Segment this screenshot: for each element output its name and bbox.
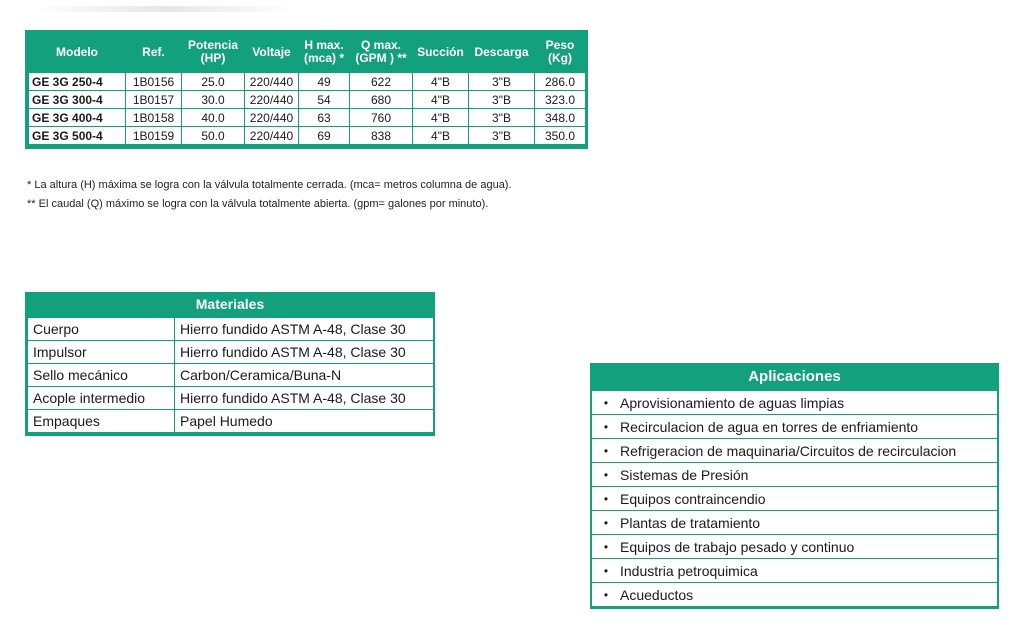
specs-cell: 1B0159 [126, 127, 182, 145]
material-value: Hierro fundido ASTM A-48, Clase 30 [175, 318, 434, 341]
list-item [592, 486, 997, 510]
list-item [592, 510, 997, 534]
specs-cell: 3"B [469, 109, 535, 127]
application-label: Recirculacion de agua en torres de enfriamiento [620, 418, 919, 435]
table-row [28, 387, 434, 410]
table-row [29, 73, 586, 91]
specs-cell: 50.0 [182, 127, 245, 145]
table-row [28, 364, 434, 387]
specs-header-4: H max. (mca) * [303, 38, 344, 65]
list-item [592, 534, 997, 558]
specs-cell: GE 3G 400-4 [29, 109, 126, 127]
specs-cell: 4"B [413, 127, 469, 145]
material-part: Cuerpo [28, 318, 175, 341]
list-item [592, 438, 997, 462]
applications-list [590, 363, 999, 609]
list-item [592, 462, 997, 486]
application-label: Equipos de trabajo pesado y continuo [620, 538, 855, 555]
footnote-flow: ** El caudal (Q) máximo se logra con la válvula totalmente abierta. (gpm= galones por minuto). [27, 198, 489, 210]
table-row [29, 91, 586, 109]
specs-header-1: Ref. [142, 44, 165, 59]
material-value: Carbon/Ceramica/Buna-N [175, 364, 434, 387]
table-row [29, 109, 586, 127]
specs-header-row [29, 32, 586, 73]
specs-header-7: Descarga [474, 44, 529, 59]
specs-cell: 49 [299, 73, 350, 91]
list-item [592, 558, 997, 582]
specs-cell: 4"B [413, 109, 469, 127]
top-smudge [30, 6, 300, 12]
specs-cell: 25.0 [182, 73, 245, 91]
table-row [28, 341, 434, 364]
bullet-icon: • [603, 419, 609, 434]
material-part: Empaques [28, 410, 175, 433]
specs-cell: GE 3G 500-4 [29, 127, 126, 145]
applications-title: Aplicaciones [748, 368, 841, 385]
bullet-icon: • [603, 467, 609, 482]
specs-cell: 323.0 [535, 91, 586, 109]
material-part: Sello mecánico [28, 364, 175, 387]
specs-cell: GE 3G 250-4 [29, 73, 126, 91]
application-label: Industria petroquimica [620, 562, 758, 579]
bullet-icon: • [603, 491, 609, 506]
specs-header-2: Potencia (HP) [187, 38, 238, 65]
specs-cell: 220/440 [245, 127, 299, 145]
specs-cell: 4"B [413, 73, 469, 91]
specs-header-5: Q max. (GPM ) ** [355, 38, 407, 65]
specs-cell: 1B0157 [126, 91, 182, 109]
bullet-icon: • [603, 443, 609, 458]
list-item [592, 582, 997, 606]
table-row [29, 127, 586, 145]
specs-cell: 680 [350, 91, 413, 109]
specs-cell: 350.0 [535, 127, 586, 145]
specs-header-0: Modelo [56, 44, 98, 59]
specs-cell: 760 [350, 109, 413, 127]
bullet-icon: • [603, 539, 609, 554]
table-row [28, 410, 434, 433]
specs-body [29, 73, 586, 145]
specs-cell: 40.0 [182, 109, 245, 127]
application-label: Equipos contraincendio [620, 490, 766, 507]
specs-cell: 4"B [413, 91, 469, 109]
materials-title: Materiales [195, 296, 265, 312]
materials-table [25, 292, 435, 436]
specs-header-8: Peso (Kg) [545, 38, 575, 65]
specs-cell: 30.0 [182, 91, 245, 109]
specs-cell: 838 [350, 127, 413, 145]
specs-cell: 622 [350, 73, 413, 91]
table-row [28, 318, 434, 341]
application-label: Aprovisionamiento de aguas limpias [620, 394, 845, 411]
application-label: Acueductos [620, 586, 694, 603]
specs-cell: 1B0156 [126, 73, 182, 91]
specs-cell: 1B0158 [126, 109, 182, 127]
material-value: Papel Humedo [175, 410, 434, 433]
bullet-icon: • [603, 515, 609, 530]
bullet-icon: • [603, 563, 609, 578]
specs-table [25, 30, 588, 149]
list-item [592, 390, 997, 414]
footnote-height: * La altura (H) máxima se logra con la válvula totalmente cerrada. (mca= metros columna de agua). [27, 179, 512, 191]
material-value: Hierro fundido ASTM A-48, Clase 30 [175, 341, 434, 364]
specs-cell: 3"B [469, 127, 535, 145]
specs-cell: 54 [299, 91, 350, 109]
specs-cell: GE 3G 300-4 [29, 91, 126, 109]
specs-cell: 220/440 [245, 73, 299, 91]
application-label: Plantas de tratamiento [620, 514, 761, 531]
specs-header-3: Voltaje [252, 44, 291, 59]
specs-cell: 220/440 [245, 109, 299, 127]
specs-cell: 220/440 [245, 91, 299, 109]
material-part: Acople intermedio [28, 387, 175, 410]
bullet-icon: • [603, 587, 609, 602]
specs-header-6: Succión [417, 44, 464, 59]
specs-cell: 69 [299, 127, 350, 145]
material-value: Hierro fundido ASTM A-48, Clase 30 [175, 387, 434, 410]
specs-cell: 348.0 [535, 109, 586, 127]
specs-cell: 63 [299, 109, 350, 127]
specs-cell: 286.0 [535, 73, 586, 91]
specs-cell: 3"B [469, 91, 535, 109]
material-part: Impulsor [28, 341, 175, 364]
application-label: Sistemas de Presión [620, 466, 749, 483]
application-label: Refrigeracion de maquinaria/Circuitos de recirculacion [620, 442, 957, 459]
list-item [592, 414, 997, 438]
specs-cell: 3"B [469, 73, 535, 91]
bullet-icon: • [603, 395, 609, 410]
